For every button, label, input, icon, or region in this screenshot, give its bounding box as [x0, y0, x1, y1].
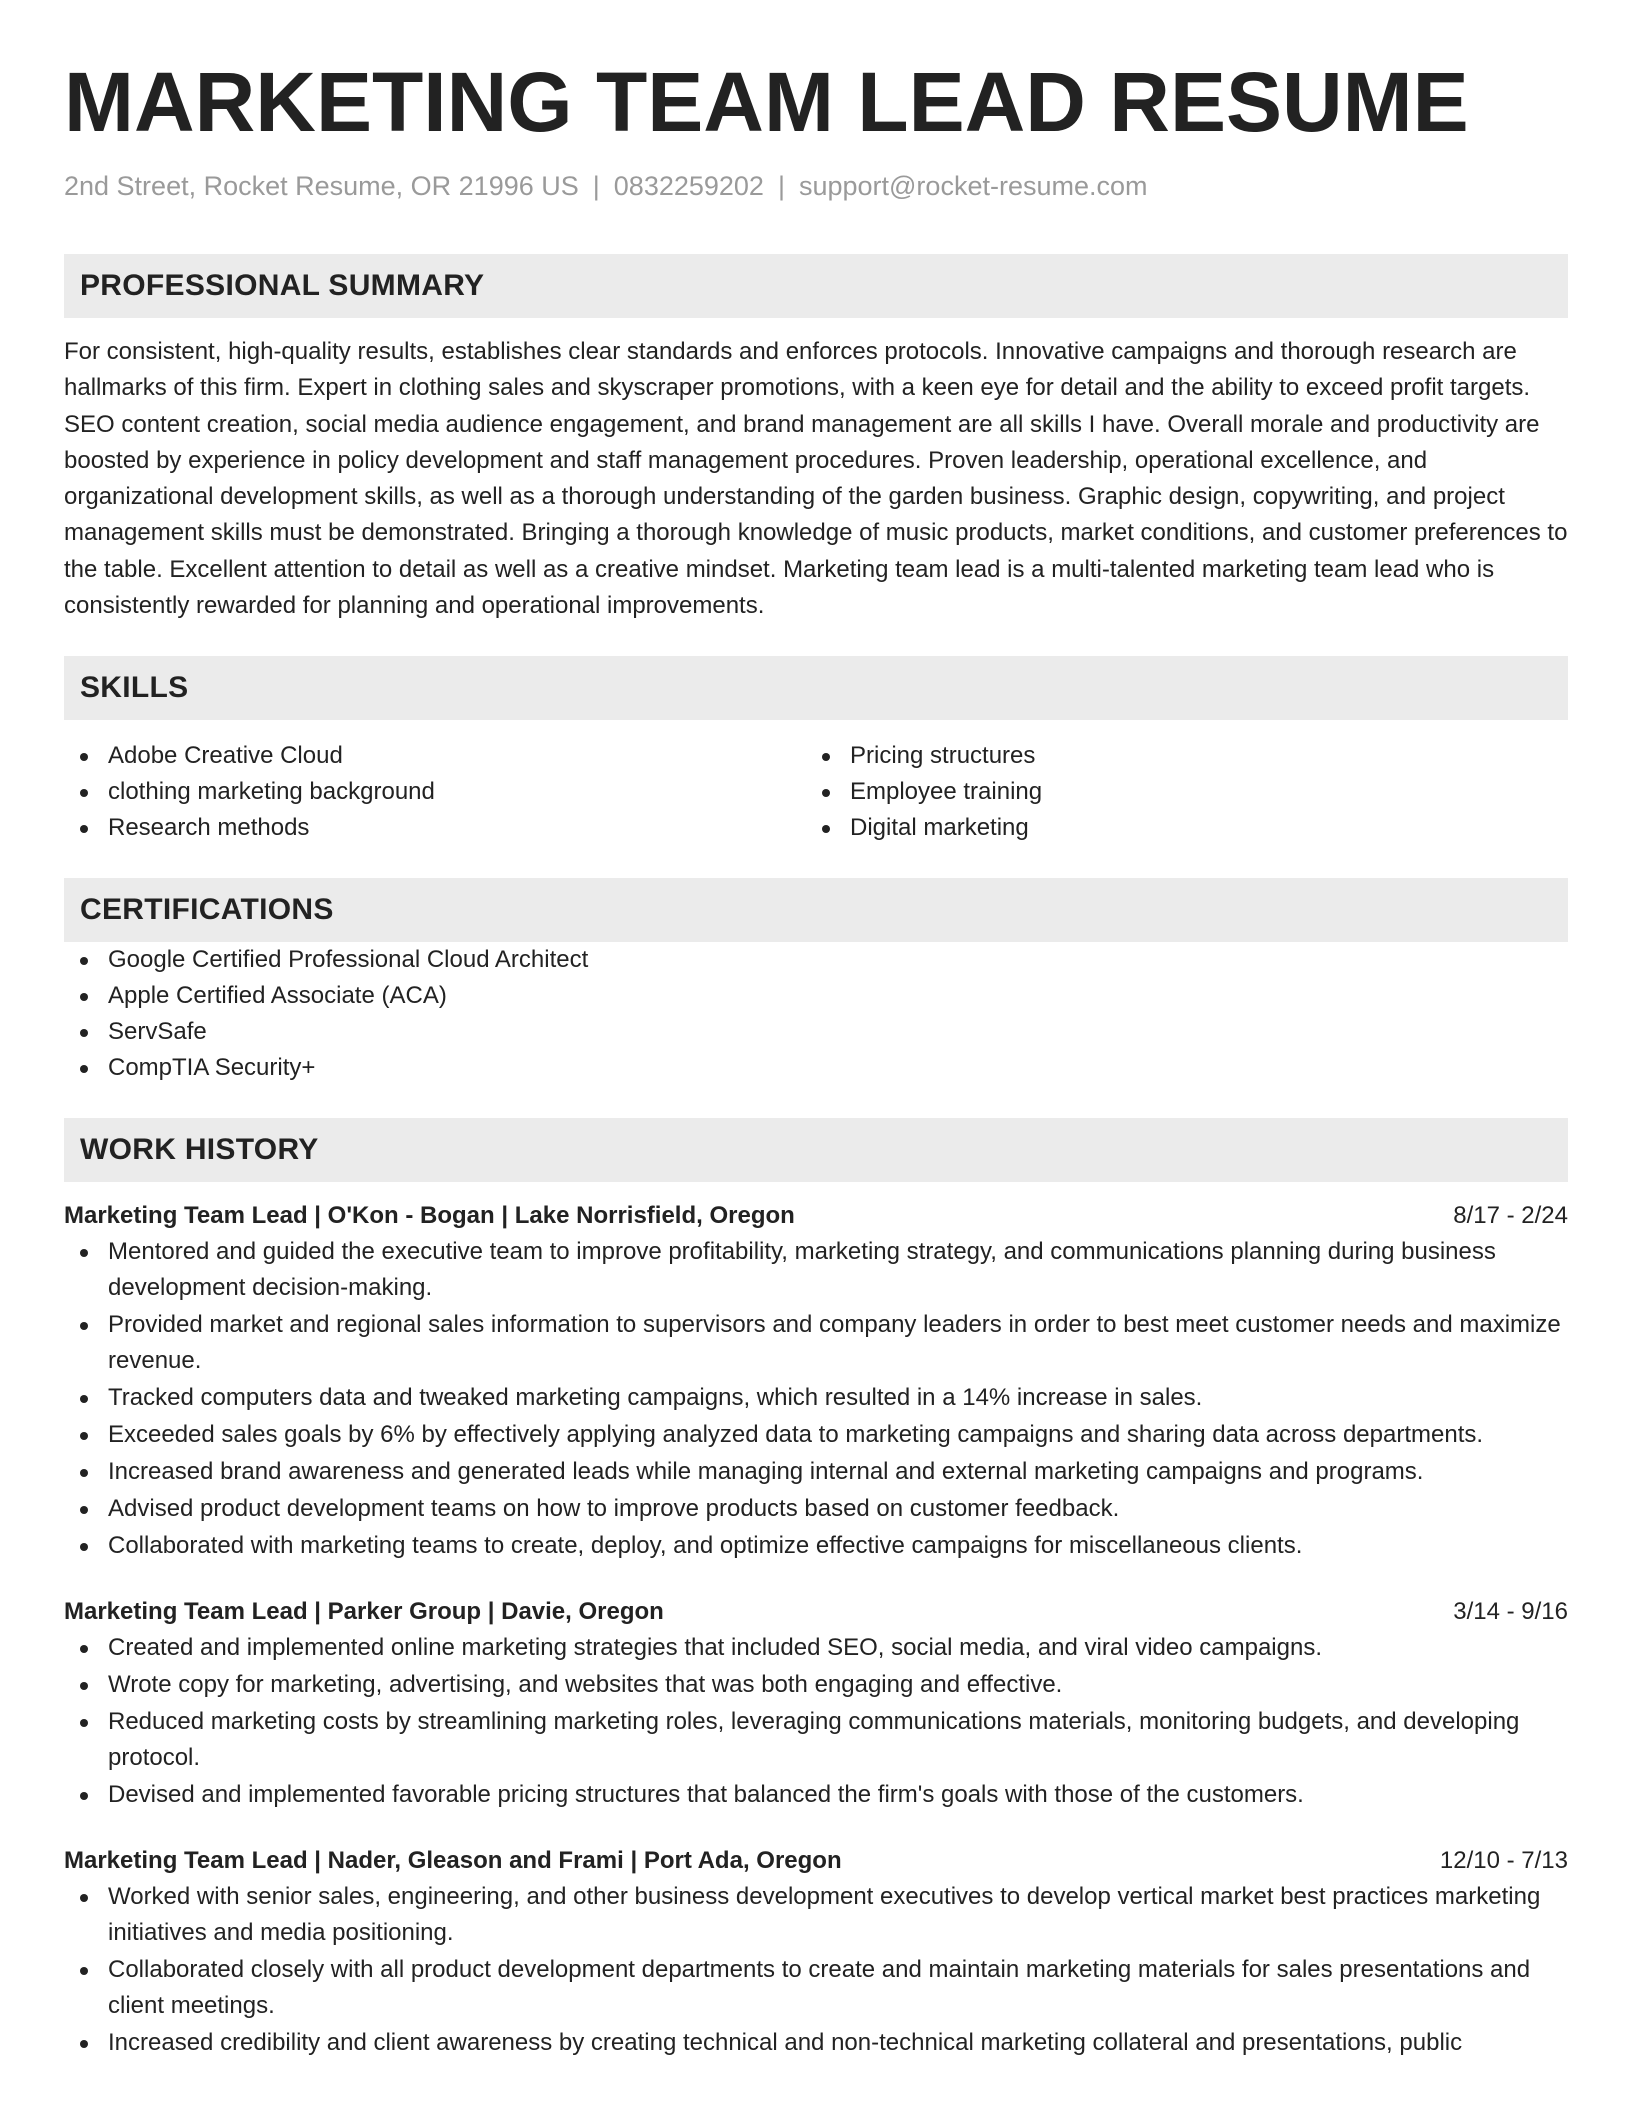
- bullet-dot: [80, 1029, 88, 1037]
- contact-line: [64, 170, 1568, 202]
- bullet-dot: [80, 1682, 88, 1690]
- job-bullet: [64, 1704, 1568, 1776]
- job-title: Marketing Team Lead | Parker Group | Davie, Oregon: [64, 1598, 664, 1626]
- skill-item: [64, 774, 806, 810]
- contact-separator: |: [592, 171, 600, 201]
- job-title: Marketing Team Lead | Nader, Gleason and Frami | Port Ada, Oregon: [64, 1847, 842, 1875]
- job-bullet: [64, 1307, 1568, 1379]
- job-bullet-text: Exceeded sales goals by 6% by effectively applying analyzed data to marketing campaigns and sharing data across departments.: [108, 1421, 1484, 1449]
- certification-label: Apple Certified Associate (ACA): [108, 982, 447, 1010]
- page-title: MARKETING TEAM LEAD RESUME: [64, 55, 1469, 149]
- skill-item: [64, 810, 806, 846]
- summary-text: For consistent, high-quality results, establishes clear standards and enforces protocols. Innovative campaigns and thorough research are hallmarks of this firm. Expert in clothing sales and skyscraper promotions, with a keen eye for detail and the ability to exceed profit targets. SEO content creation, social media audience engagement, and brand management are all skills I have. Overall morale and productivity are boosted by experience in policy development and staff management procedures. Proven leadership, operational excellence, and organizational development skills, as well as a thorough understanding of the garden business. Graphic design, copywriting, and project management skills must be demonstrated. Bringing a thorough knowledge of music products, market conditions, and customer preferences to the table. Excellent attention to detail as well as a creative mindset. Marketing team lead is a multi-talented marketing team lead who is consistently rewarded for planning and operational improvements.: [64, 338, 1568, 620]
- job-dates: 8/17 - 2/24: [1453, 1202, 1568, 1230]
- bullet-dot: [80, 1792, 88, 1800]
- skills-list-left: [64, 738, 806, 846]
- bullet-dot: [80, 957, 88, 965]
- job-entry: [64, 1594, 1568, 1813]
- job-bullet-text: Wrote copy for marketing, advertising, and websites that was both engaging and effective.: [108, 1671, 1063, 1699]
- job-bullet: [64, 1417, 1568, 1453]
- job-bullet-text: Advised product development teams on how to improve products based on customer feedback.: [108, 1495, 1120, 1523]
- certification-item: [64, 1050, 1568, 1086]
- job-bullet-text: Tracked computers data and tweaked marketing campaigns, which resulted in a 14% increase in sales.: [108, 1384, 1203, 1412]
- bullet-dot: [822, 789, 830, 797]
- contact-address: 2nd Street, Rocket Resume, OR 21996 US: [64, 171, 579, 201]
- job-bullet: [64, 1879, 1568, 1951]
- bullet-dot: [80, 1065, 88, 1073]
- skill-item: [64, 738, 806, 774]
- certification-item: [64, 978, 1568, 1014]
- skills-list-right: [806, 738, 1548, 846]
- job-bullet: [64, 1454, 1568, 1490]
- skill-label: Digital marketing: [850, 814, 1029, 842]
- certification-label: CompTIA Security+: [108, 1054, 316, 1082]
- job-bullet-text: Mentored and guided the executive team to improve profitability, marketing strategy, and communications planning during business development decision-making.: [108, 1238, 1496, 1302]
- job-bullet-list: [64, 1630, 1568, 1813]
- bullet-dot: [80, 1469, 88, 1477]
- bullet-dot: [80, 1645, 88, 1653]
- job-bullet: [64, 1491, 1568, 1527]
- certification-label: Google Certified Professional Cloud Architect: [108, 946, 589, 974]
- work-history-section-header: WORK HISTORY: [64, 1118, 1568, 1182]
- bullet-dot: [80, 1967, 88, 1975]
- job-bullet: [64, 1380, 1568, 1416]
- bullet-dot: [80, 1432, 88, 1440]
- contact-separator: |: [777, 171, 785, 201]
- bullet-dot: [80, 825, 88, 833]
- certification-label: ServSafe: [108, 1018, 207, 1046]
- job-bullet: [64, 1952, 1568, 2024]
- skill-label: Employee training: [850, 778, 1043, 806]
- skills-section-header: SKILLS: [64, 656, 1568, 720]
- bullet-dot: [80, 1719, 88, 1727]
- bullet-dot: [80, 789, 88, 797]
- job-bullet-list: [64, 1234, 1568, 1564]
- skill-label: clothing marketing background: [108, 778, 435, 806]
- contact-email: support@rocket-resume.com: [798, 171, 1148, 201]
- job-header: [64, 1198, 1568, 1234]
- job-bullet-text: Collaborated closely with all product development departments to create and maintain marketing materials for sales presentations and client meetings.: [108, 1956, 1531, 2020]
- job-bullet-text: Worked with senior sales, engineering, and other business development executives to develop vertical market best practices marketing initiatives and media positioning.: [108, 1883, 1541, 1947]
- bullet-dot: [80, 1543, 88, 1551]
- skills-section: [64, 656, 1568, 846]
- resume-page: [64, 0, 1568, 2062]
- bullet-dot: [80, 1322, 88, 1330]
- job-header: [64, 1843, 1568, 1879]
- bullet-dot: [80, 1249, 88, 1257]
- job-bullet: [64, 1630, 1568, 1666]
- job-bullet: [64, 1528, 1568, 1564]
- work-history-section: [64, 1118, 1568, 2061]
- job-entry: [64, 1843, 1568, 2061]
- job-bullet: [64, 1667, 1568, 1703]
- skill-label: Adobe Creative Cloud: [108, 742, 343, 770]
- job-title: Marketing Team Lead | O'Kon - Bogan | Lake Norrisfield, Oregon: [64, 1202, 795, 1230]
- certification-item: [64, 1014, 1568, 1050]
- bullet-dot: [822, 753, 830, 761]
- bullet-dot: [80, 753, 88, 761]
- job-bullet-text: Collaborated with marketing teams to create, deploy, and optimize effective campaigns for miscellaneous clients.: [108, 1532, 1303, 1560]
- job-bullet: [64, 1234, 1568, 1306]
- skill-label: Pricing structures: [850, 742, 1036, 770]
- job-bullet: [64, 2025, 1568, 2061]
- skill-item: [806, 774, 1548, 810]
- certifications-list: [64, 942, 1568, 1086]
- job-bullet-list: [64, 1879, 1568, 2061]
- certifications-section-header: CERTIFICATIONS: [64, 878, 1568, 942]
- job-bullet-text: Created and implemented online marketing strategies that included SEO, social media, and viral video campaigns.: [108, 1634, 1322, 1662]
- job-bullet-text: Provided market and regional sales information to supervisors and company leaders in order to best meet customer needs and maximize revenue.: [108, 1311, 1561, 1375]
- bullet-dot: [822, 825, 830, 833]
- certification-item: [64, 942, 1568, 978]
- summary-section-header: PROFESSIONAL SUMMARY: [64, 254, 1568, 318]
- job-header: [64, 1594, 1568, 1630]
- skill-item: [806, 810, 1548, 846]
- skill-item: [806, 738, 1548, 774]
- skills-columns: [64, 738, 1568, 846]
- job-dates: 12/10 - 7/13: [1439, 1847, 1568, 1875]
- bullet-dot: [80, 1506, 88, 1514]
- bullet-dot: [80, 1894, 88, 1902]
- certifications-section: [64, 878, 1568, 1086]
- job-entry: [64, 1198, 1568, 1564]
- contact-phone: 0832259202: [613, 171, 764, 201]
- bullet-dot: [80, 993, 88, 1001]
- job-bullet-text: Increased brand awareness and generated leads while managing internal and external marketing campaigns and programs.: [108, 1458, 1424, 1486]
- skill-label: Research methods: [108, 814, 310, 842]
- job-bullet-text: Reduced marketing costs by streamlining marketing roles, leveraging communications materials, monitoring budgets, and developing protocol.: [108, 1708, 1520, 1772]
- job-bullet-text: Devised and implemented favorable pricing structures that balanced the firm's goals with those of the customers.: [108, 1781, 1304, 1809]
- job-bullet: [64, 1777, 1568, 1813]
- bullet-dot: [80, 1395, 88, 1403]
- job-dates: 3/14 - 9/16: [1453, 1598, 1568, 1626]
- job-bullet-text: Increased credibility and client awareness by creating technical and non-technical marketing collateral and presentations, public: [108, 2029, 1463, 2057]
- bullet-dot: [80, 2040, 88, 2048]
